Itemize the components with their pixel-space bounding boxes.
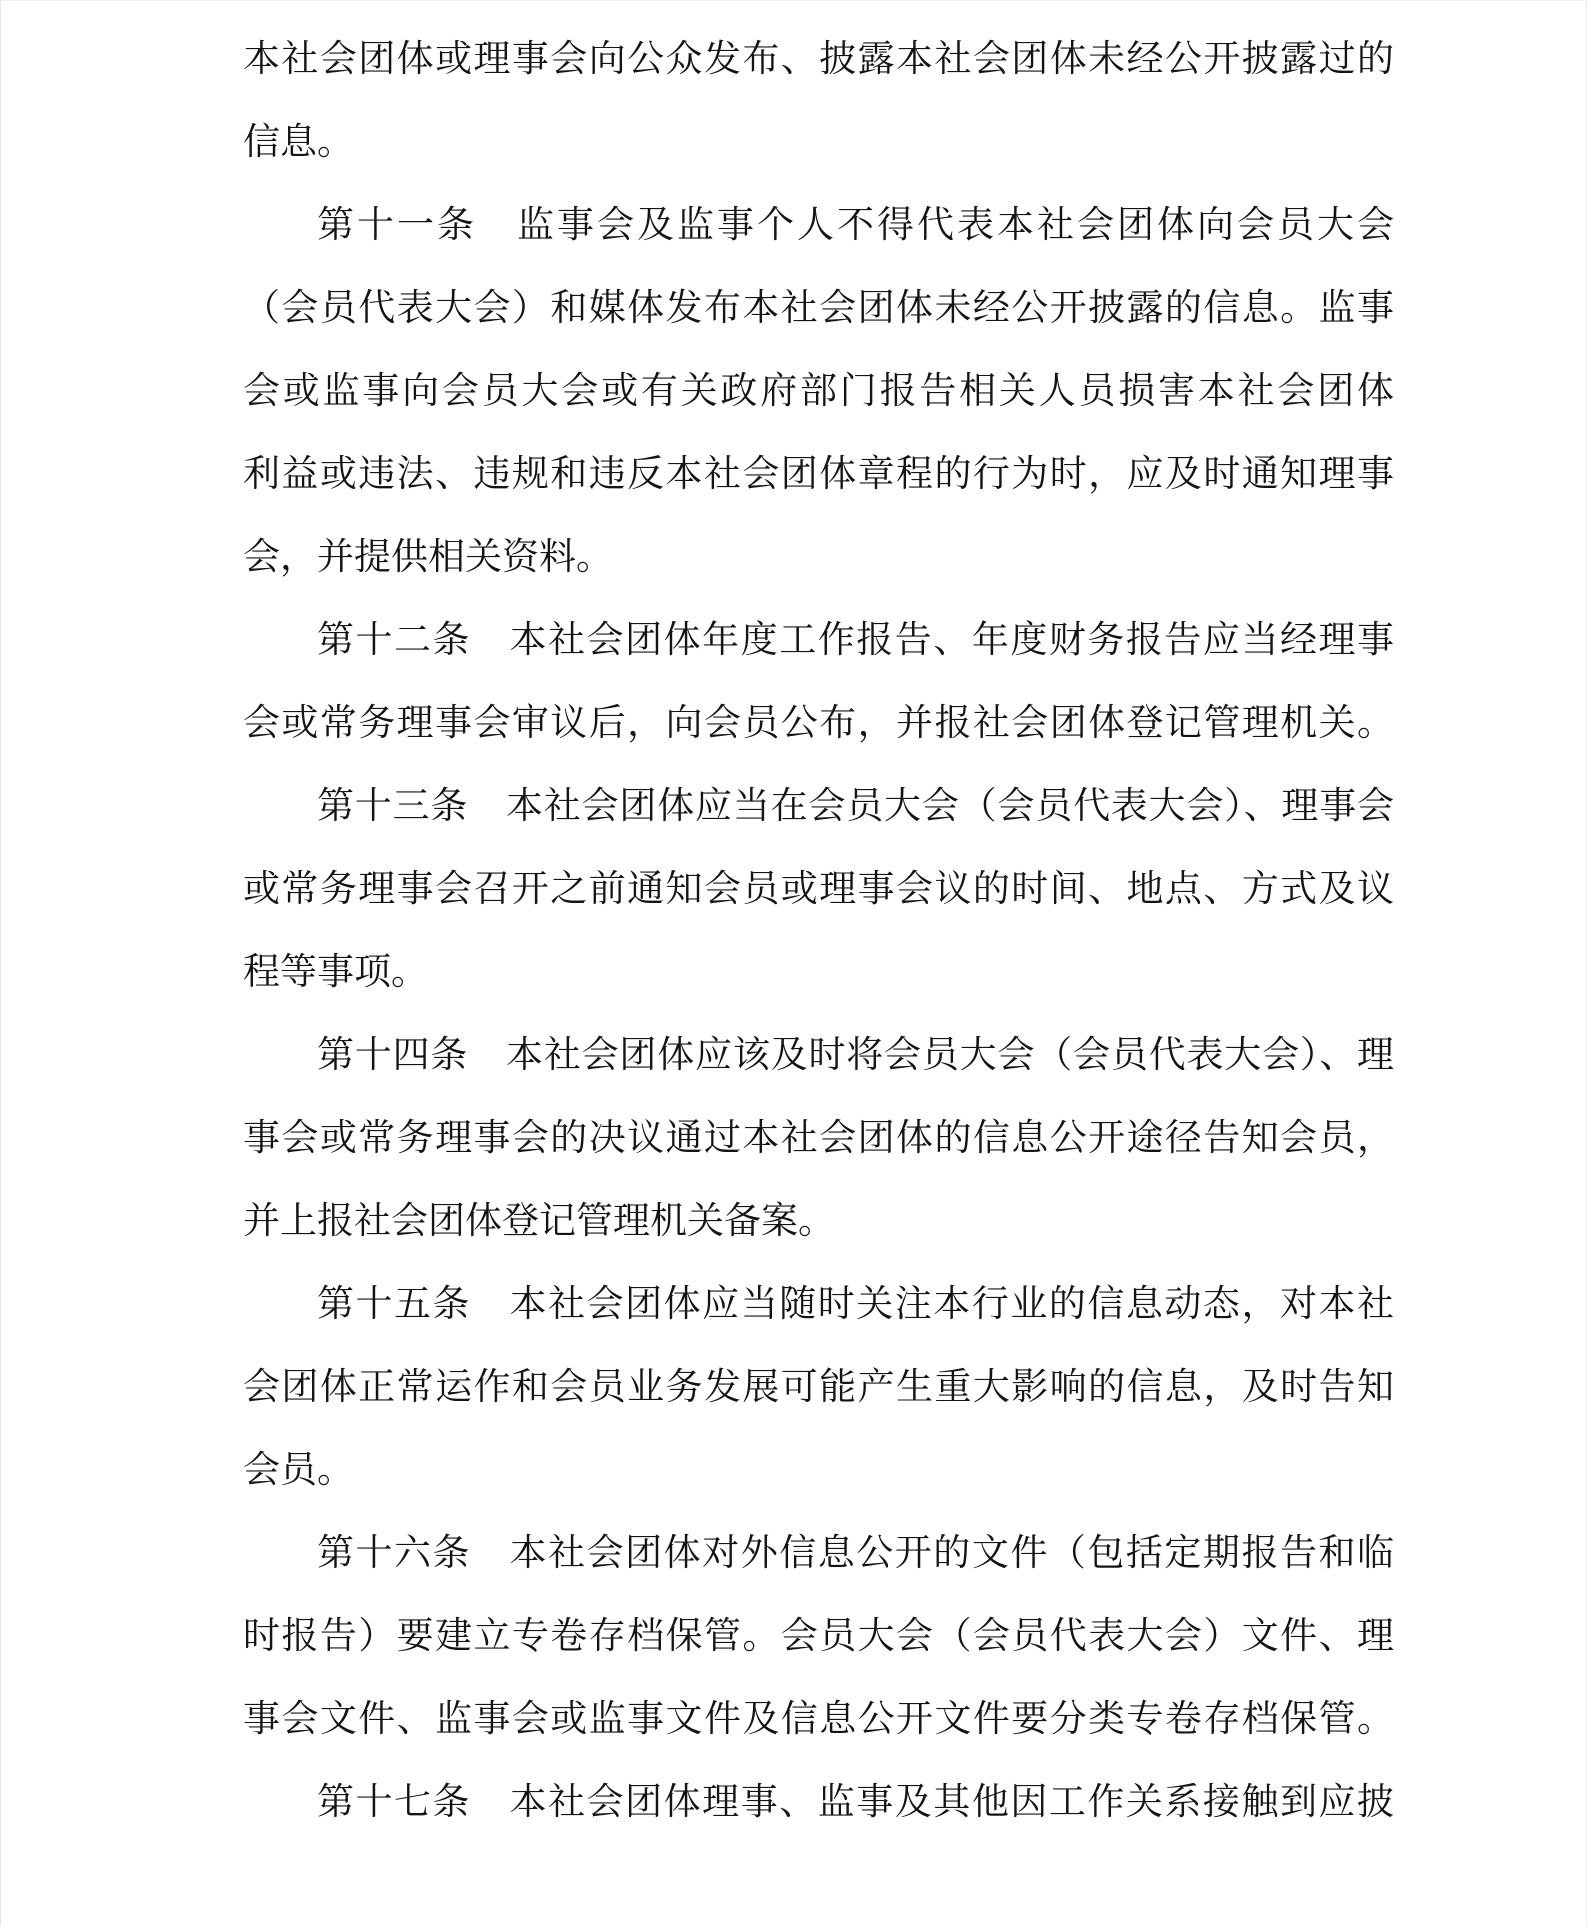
text-line: 时报告）要建立专卷存档保管。会员大会（会员代表大会）文件、理 xyxy=(243,1616,1394,1657)
text-line: 第十一条 监事会及监事个人不得代表本社会团体向会员大会 xyxy=(317,205,1394,246)
text-line: 事会或常务理事会的决议通过本社会团体的信息公开途径告知会员， xyxy=(243,1118,1394,1159)
text-line: 第十三条 本社会团体应当在会员大会（会员代表大会）、理事会 xyxy=(317,786,1394,827)
paragraph-article-12 xyxy=(243,599,1394,765)
text-line: 信息。 xyxy=(243,122,354,163)
text-line: 会或常务理事会审议后，向会员公布，并报社会团体登记管理机关。 xyxy=(243,703,1394,744)
text-line: 第十四条 本社会团体应该及时将会员大会（会员代表大会）、理 xyxy=(317,1035,1394,1076)
paragraph-article-11 xyxy=(243,184,1394,599)
text-line: 本社会团体或理事会向公众发布、披露本社会团体未经公开披露过的 xyxy=(243,39,1394,80)
text-line: 会或监事向会员大会或有关政府部门报告相关人员损害本社会团体 xyxy=(243,371,1394,412)
paragraph-article-17 xyxy=(243,1761,1394,1844)
paragraph xyxy=(243,18,1394,184)
paragraph-article-14 xyxy=(243,1014,1394,1263)
text-line: 会，并提供相关资料。 xyxy=(243,537,613,578)
text-line: 第十二条 本社会团体年度工作报告、年度财务报告应当经理事 xyxy=(317,620,1394,661)
text-line: 会团体正常运作和会员业务发展可能产生重大影响的信息，及时告知 xyxy=(243,1367,1394,1408)
paragraph-article-15 xyxy=(243,1263,1394,1512)
text-line: 第十六条 本社会团体对外信息公开的文件（包括定期报告和临 xyxy=(317,1533,1394,1574)
document-body xyxy=(243,18,1394,1844)
text-line: （会员代表大会）和媒体发布本社会团体未经公开披露的信息。监事 xyxy=(243,288,1394,329)
text-line: 利益或违法、违规和违反本社会团体章程的行为时，应及时通知理事 xyxy=(243,454,1394,495)
text-line: 事会文件、监事会或监事文件及信息公开文件要分类专卷存档保管。 xyxy=(243,1699,1394,1740)
paragraph-article-13 xyxy=(243,765,1394,1014)
text-line: 并上报社会团体登记管理机关备案。 xyxy=(243,1201,835,1242)
text-line: 第十五条 本社会团体应当随时关注本行业的信息动态，对本社 xyxy=(317,1284,1394,1325)
text-line: 程等事项。 xyxy=(243,952,428,993)
text-line: 第十七条 本社会团体理事、监事及其他因工作关系接触到应披 xyxy=(317,1782,1394,1823)
text-line: 或常务理事会召开之前通知会员或理事会议的时间、地点、方式及议 xyxy=(243,869,1394,910)
paragraph-article-16 xyxy=(243,1512,1394,1761)
text-line: 会员。 xyxy=(243,1450,354,1491)
